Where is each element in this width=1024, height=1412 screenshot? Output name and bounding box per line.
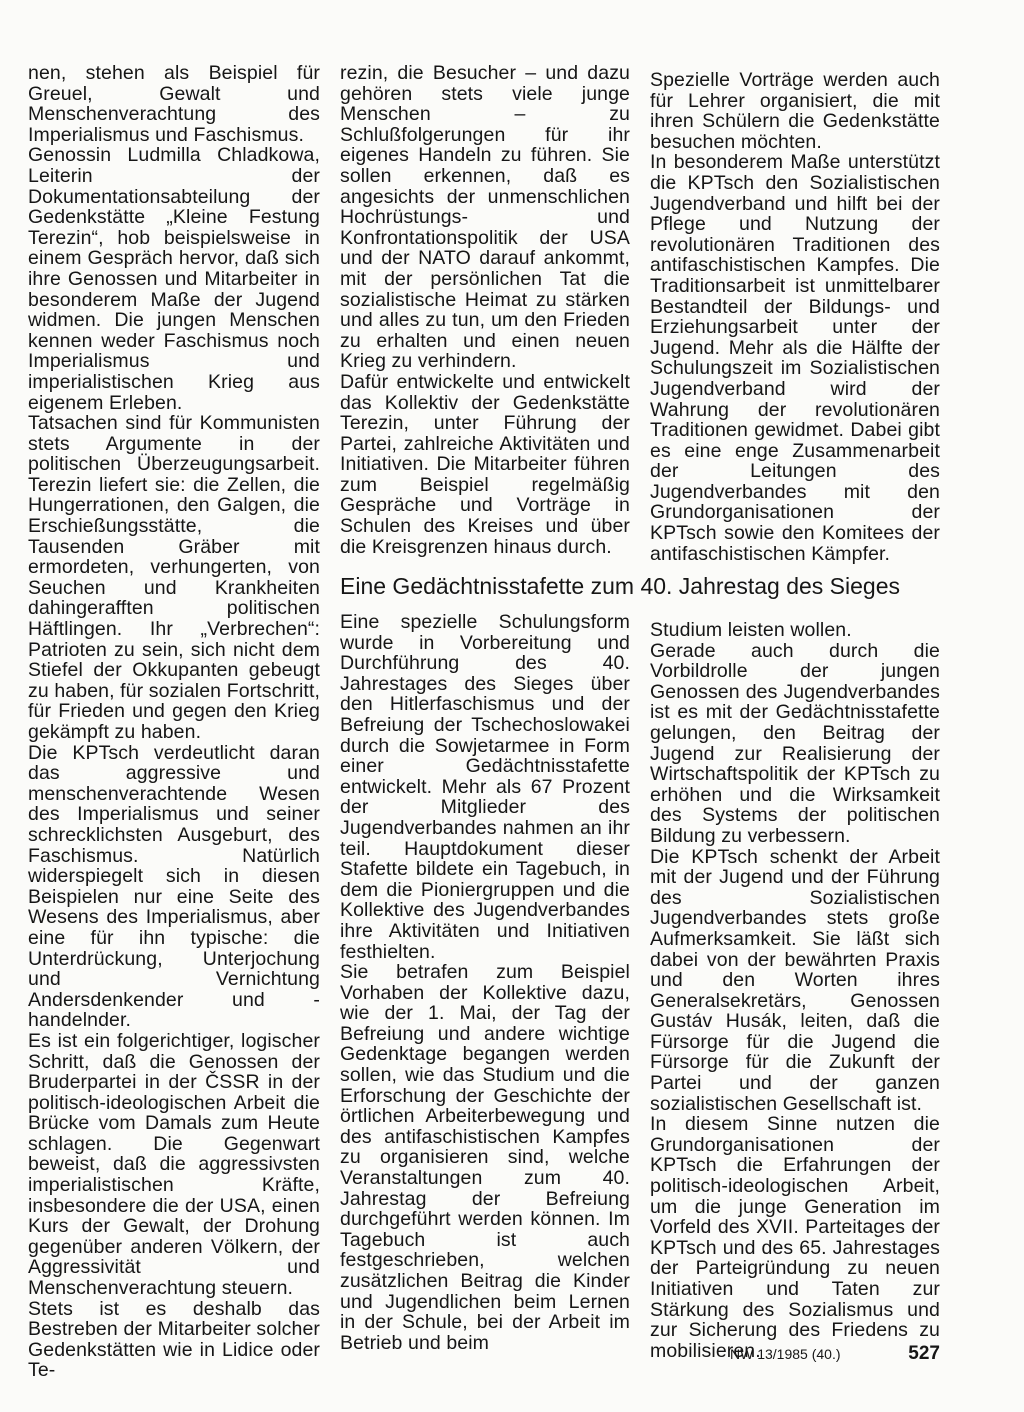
paragraph: Eine spezielle Schulungsform wurde in Vorbereitung und Durchführung des 40. Jahrestages des Sieges über den Hitlerfaschismus und der Befreiung der Tschechoslowakei durch die Sowjetarmee in Form einer Gedächtnisstafette entwickelt. Mehr als 67 Prozent der Mitglieder des Jugendverbandes nahmen an ihr teil. Hauptdokument dieser Stafette bildete ein Tagebuch, in dem die Pioniergruppen und die Kollektive des Jugendverbandes ihre Aktivitäten und Initiativen festhielten. (340, 611, 630, 963)
paragraph: Stets ist es deshalb das Bestreben der Mitarbeiter solcher Gedenkstätten wie in Lidice oder Te- (28, 1297, 320, 1382)
middle-column-bottom (340, 612, 630, 1353)
paragraph: nen, stehen als Beispiel für Greuel, Gewalt und Menschenverachtung des Imperialismus und Faschismus. (28, 62, 320, 146)
section-heading: Eine Gedächtnisstafette zum 40. Jahrestag des Sieges (340, 573, 900, 599)
middle-column-top (340, 63, 630, 557)
right-column-top (650, 70, 940, 564)
paragraph: Tatsachen sind für Kommunisten stets Argumente in der politischen Überzeugungsarbeit. Terezin liefert sie: die Zellen, die Hungerrationen, den Galgen, die Erschießungsstätte, die Tausenden Gräber mit ermordeten, verhungerten, von Seuchen und Krankheiten dahingerafften politischen Häftlingen. Ihr „Verbrechen“: Patrioten zu sein, sich nicht dem Stiefel der Okkupanten gebeugt zu haben, für sozialen Fortschritt, für Frieden und gegen den Krieg gekämpft zu haben. (28, 412, 320, 743)
page-number: 527 (908, 1343, 940, 1364)
paragraph: Gerade auch durch die Vorbildrolle der jungen Genossen des Jugendverbandes ist es mit der Gedächtnisstafette gelungen, den Beitrag der Jugend zur Realisierung der Wirtschaftspolitik der KPTsch zu erhöhen und die Wirksamkeit des Systems der politischen Bildung zu verbessern. (650, 639, 940, 847)
paragraph: Spezielle Vorträge werden auch für Lehrer organisiert, die mit ihren Schülern die Gedenkstätte besuchen möchten. (650, 69, 940, 153)
paragraph: In besonderem Maße unterstützt die KPTsch den Sozialistischen Jugendverband und hilft bei der Pflege und Nutzung der revolutionären Traditionen des antifaschistischen Kampfes. Die Traditionsarbeit ist unmittelbarer Bestandteil der Bildungs- und Erziehungsarbeit unter der Jugend. Mehr als die Hälfte der Schulungszeit im Sozialistischen Jugendverband wird der Wahrung der revolutionären Traditionen gewidmet. Dabei gibt es eine enge Zusammenarbeit der Leitungen des Jugendverbandes mit den Grundorganisationen der KPTsch sowie den Komitees der antifaschistischen Kämpfer. (650, 151, 940, 565)
left-column (28, 63, 320, 1381)
paragraph: Die KPTsch verdeutlicht daran das aggressive und menschenverachtende Wesen des Imperialismus und seiner schrecklichsten Ausgeburt, des Faschismus. Natürlich widerspiegelt sich in diesen Beispielen nur eine Seite des Wesens des Imperialismus, aber eine für ihn typische: die Unterdrückung, Unterjochung und Vernichtung Andersdenkender und -handelnder. (28, 741, 320, 1032)
paragraph: Studium leisten wollen. (650, 619, 852, 641)
paragraph: Genossin Ludmilla Chladkowa, Leiterin der Dokumentationsabteilung der Gedenkstätte „Kleine Festung Terezin“, hob beispielsweise in einem Gespräch hervor, daß sich ihre Genossen und Mitarbeiter in besonderem Maße der Jugend widmen. Die jungen Menschen kennen weder Faschismus noch Imperialismus und imperialistischen Krieg aus eigenem Erleben. (28, 144, 320, 414)
paragraph: Sie betrafen zum Beispiel Vorhaben der Kollektive dazu, wie der 1. Mai, der Tag der Befreiung und andere wichtige Gedenktage begangen werden sollen, wie das Studium und die Erforschung der Geschichte der örtlichen Arbeiterbewegung und des antifaschistischen Kampfes zu organisieren sind, welche Veranstaltungen zum 40. Jahrestag der Befreiung durchgeführt werden können. Im Tagebuch ist auch festgeschrieben, welchen zusätzlichen Beitrag die Kinder und Jugendlichen beim Lernen in der Schule, bei der Arbeit im Betrieb und beim (340, 961, 630, 1354)
page-footer (730, 1343, 940, 1365)
right-column-bottom (650, 620, 940, 1361)
paragraph: Die KPTsch schenkt der Arbeit mit der Jugend und der Führung des Sozialistischen Jugendverbandes stets große Aufmerksamkeit. Sie läßt sich dabei von der bewährten Praxis und den Worten ihres Generalsekretärs, Genossen Gustáv Husák, leiten, daß die Fürsorge für die Jugend die Fürsorge für die Zukunft der Partei und der ganzen sozialistischen Gesellschaft ist. (650, 845, 940, 1115)
paragraph: rezin, die Besucher – und dazu gehören stets viele junge Menschen – zu Schlußfolgerungen für ihr eigenes Handeln zu führen. Sie sollen erkennen, daß es angesichts der unmenschlichen Hochrüstungs- und Konfrontationspolitik der USA und der NATO darauf ankommt, mit der persönlichen Tat die sozialistische Heimat zu stärken und alles zu tun, um den Frieden zu erhalten und einen neuen Krieg zu verhindern. (340, 62, 630, 373)
paragraph: In diesem Sinne nutzen die Grundorganisationen der KPTsch die Erfahrungen der politisch-ideologischen Arbeit, um die junge Generation im Vorfeld des XVII. Parteitages der KPTsch und des 65. Jahrestages der Parteigründung zu neuen Initiativen und Taten zur Stärkung des Sozialismus und zur Sicherung des Friedens zu mobilisieren. (650, 1113, 940, 1362)
paragraph: Es ist ein folgerichtiger, logischer Schritt, daß die Genossen der Bruderpartei in der ČSSR in der politisch-ideologischen Arbeit die Brücke vom Damals zum Heute schlagen. Die Gegenwart beweist, daß die aggressivsten imperialistischen Kräfte, insbesondere die der USA, einen Kurs der Gewalt, der Drohung gegenüber anderen Völkern, der Aggressivität und Menschenverachtung steuern. (28, 1029, 320, 1300)
publication-source: NW 13/1985 (40.) (730, 1346, 841, 1362)
paragraph: Dafür entwickelte und entwickelt das Kollektiv der Gedenkstätte Terezin, unter Führung der Partei, zahlreiche Aktivitäten und Initiativen. Die Mitarbeiter führen zum Beispiel regelmäßig Gespräche und Vorträge in Schulen des Kreises und über die Kreisgrenzen hinaus durch. (340, 370, 630, 558)
